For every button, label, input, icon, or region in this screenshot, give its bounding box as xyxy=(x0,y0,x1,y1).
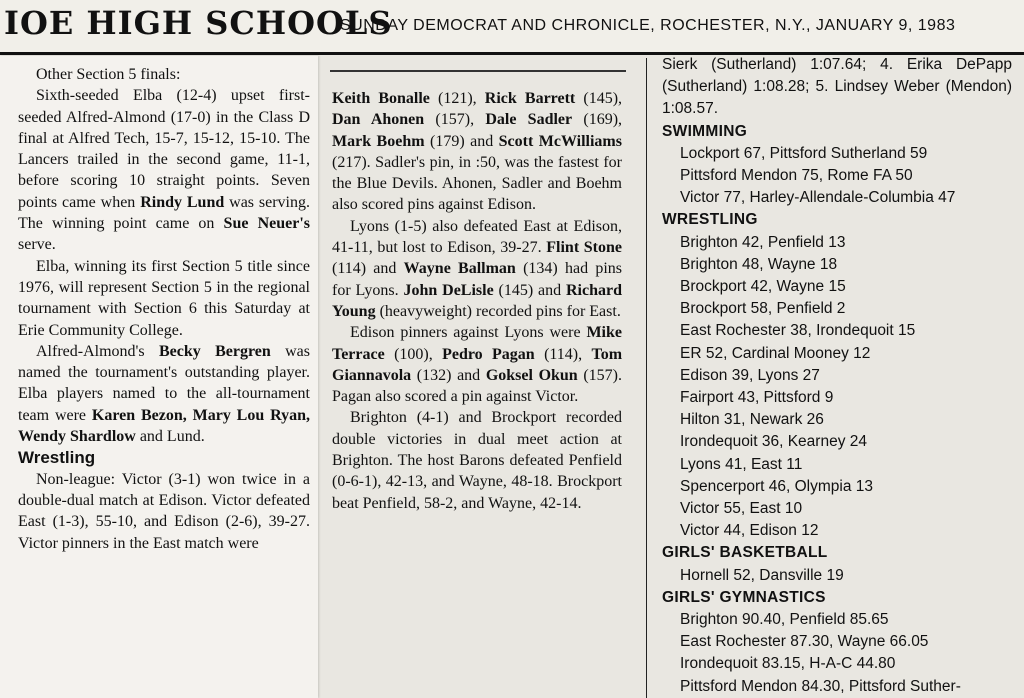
result-line: Lyons 41, East 11 xyxy=(680,455,803,473)
player-name: Mike Terrace xyxy=(332,324,622,363)
player-name: Scott McWilliams xyxy=(498,132,622,150)
paragraph xyxy=(332,216,622,322)
paragraph xyxy=(332,322,622,407)
text: (114), xyxy=(534,345,592,363)
player-name: Dale Sadler xyxy=(485,111,573,129)
player-name: Rick Barrett xyxy=(484,90,576,107)
text: (121), xyxy=(429,90,485,107)
text: was named the tournament's outstanding player. Elba players named to the all-tournament team were xyxy=(18,342,310,424)
newspaper-dateline: SUNDAY DEMOCRAT AND CHRONICLE, ROCHESTER, N.Y., JANUARY 9, 1983 xyxy=(340,17,956,34)
text: Alfred-Almond's xyxy=(36,342,159,360)
player-name: Becky Bergren xyxy=(158,342,271,360)
text: (heavyweight) recorded pins for East. xyxy=(375,302,621,320)
text: (100), xyxy=(384,345,443,363)
text: Elba, winning its first Section 5 title since 1976, will represent Section 5 in the regional tournament with Section 6 this Saturday at Erie Community College. xyxy=(18,257,310,339)
result-line: Brighton 90.40, Penfield 85.65 xyxy=(680,611,889,629)
paragraph xyxy=(332,407,622,513)
text: (145), xyxy=(575,90,623,107)
text: Lyons (1-5) also defeated East at Edison, 41-11, but lost to Edison, 39-27. xyxy=(332,217,622,257)
text: Sixth-seeded Elba (12-4) upset first-seeded Alfred-Almond (17-0) in the Class D final at Alfred Tech, 15-7, 15-12, 15-10. The Lancers trailed in the second game, 11-1, before scoring 10 straight points. Seven points came when xyxy=(18,87,310,211)
result-line: Brockport 58, Penfield 2 xyxy=(680,300,846,318)
result-line: ER 52, Cardinal Mooney 12 xyxy=(680,344,871,362)
result-line: Brockport 42, Wayne 15 xyxy=(680,278,846,296)
paragraph xyxy=(332,88,622,216)
section-title: IOE HIGH SCHOOLS xyxy=(4,4,393,42)
text: (217). Sadler's pin, in :50, was the fastest for the Blue Devils. Ahonen, Sadler and Boehm also scored pins against Edison. xyxy=(332,153,622,214)
result-line: Spencerport 46, Olympia 13 xyxy=(680,477,873,495)
result-line: East Rochester 87.30, Wayne 66.05 xyxy=(680,633,929,651)
subhead-wrestling: Wrestling xyxy=(18,448,96,468)
text: (134) had pins for Lyons. xyxy=(332,260,623,299)
result-line: Edison 39, Lyons 27 xyxy=(680,366,820,384)
paragraph xyxy=(18,85,310,255)
result-line: Fairport 43, Pittsford 9 xyxy=(680,389,834,407)
text: (157). Pagan also scored a pin against Victor. xyxy=(332,366,623,406)
result-line: Brighton 42, Penfield 13 xyxy=(680,233,846,251)
results-continued: Sierk (Sutherland) 1:07.64; 4. Erika DePapp (Sutherland) 1:08.28; 5. Lindsey Weber (Mendon) 1:08.57. xyxy=(662,56,1012,118)
result-line: Irondequoit 36, Kearney 24 xyxy=(680,433,867,451)
result-line: Irondequoit 83.15, H-A-C 44.80 xyxy=(680,655,896,673)
result-line: Victor 44, Edison 12 xyxy=(680,522,819,540)
player-name: Flint Stone xyxy=(546,239,623,257)
player-name: Wayne Ballman xyxy=(403,260,516,278)
article-column-1 xyxy=(18,64,310,554)
result-line: Hornell 52, Dansville 19 xyxy=(680,566,844,584)
result-line: Hilton 31, Newark 26 xyxy=(680,411,824,429)
result-line: Victor 77, Harley-Allendale-Columbia 47 xyxy=(680,189,956,207)
result-line: Victor 55, East 10 xyxy=(680,500,803,518)
result-line: Brighton 48, Wayne 18 xyxy=(680,255,838,273)
paragraph xyxy=(18,341,310,447)
text: and Lund. xyxy=(135,428,205,446)
category-swimming: SWIMMING xyxy=(662,122,748,140)
text: Other Section 5 finals: xyxy=(36,66,181,83)
column-rule xyxy=(330,70,626,72)
article-column-2 xyxy=(332,88,622,514)
text: (114) and xyxy=(332,260,404,278)
category-wrestling: WRESTLING xyxy=(662,211,758,229)
category-girls-gymnastics: GIRLS' GYMNASTICS xyxy=(662,588,826,606)
text: (145) and xyxy=(493,281,566,299)
player-name: Richard Young xyxy=(332,281,622,320)
result-line: Pittsford Mendon 84.30, Pittsford Suther- xyxy=(680,677,961,695)
scoreboard-column xyxy=(662,54,1012,698)
text: Non-league: Victor (3-1) won twice in a double-dual match at Edison. Victor defeated East (1-3), 55-10, and Edison (2-6), 39-27. Victor pinners in the East match were xyxy=(18,470,310,552)
player-name: Goksel Okun xyxy=(485,366,578,384)
player-name: John DeLisle xyxy=(403,281,494,299)
paragraph xyxy=(18,256,310,341)
paragraph xyxy=(18,64,310,85)
text: Brighton (4-1) and Brockport recorded double victories in dual meet action at Brighton. The host Barons defeated Penfield (0-6-1), 42-13, and Wayne, 48-18. Brockport beat Penfield, 58-2, and Wayne, 42-14. xyxy=(332,409,622,512)
player-name: Keith Bonalle xyxy=(332,90,430,107)
text: (169), xyxy=(572,111,623,129)
player-names: Karen Bezon, Mary Lou Ryan, Wendy Shardlow xyxy=(18,406,310,446)
paragraph xyxy=(18,469,310,554)
result-line: Pittsford Mendon 75, Rome FA 50 xyxy=(680,167,913,185)
masthead xyxy=(0,0,1024,55)
result-line: Lockport 67, Pittsford Sutherland 59 xyxy=(680,144,928,162)
category-girls-basketball: GIRLS' BASKETBALL xyxy=(662,544,828,562)
column-divider xyxy=(646,58,647,698)
text: serve. xyxy=(18,236,56,254)
text: was serving. The winning point came on xyxy=(18,193,311,233)
text: (179) and xyxy=(424,132,499,150)
result-line: East Rochester 38, Irondequoit 15 xyxy=(680,322,916,340)
player-name: Pedro Pagan xyxy=(442,345,535,363)
text: Edison pinners against Lyons were xyxy=(350,324,587,342)
player-name: Rindy Lund xyxy=(140,193,225,211)
player-name: Dan Ahonen xyxy=(332,111,425,129)
text: (157), xyxy=(424,111,486,129)
player-name: Mark Boehm xyxy=(332,132,425,150)
text: (132) and xyxy=(411,366,486,384)
player-name: Sue Neuer's xyxy=(223,215,310,233)
player-name: Tom Giannavola xyxy=(332,345,623,384)
